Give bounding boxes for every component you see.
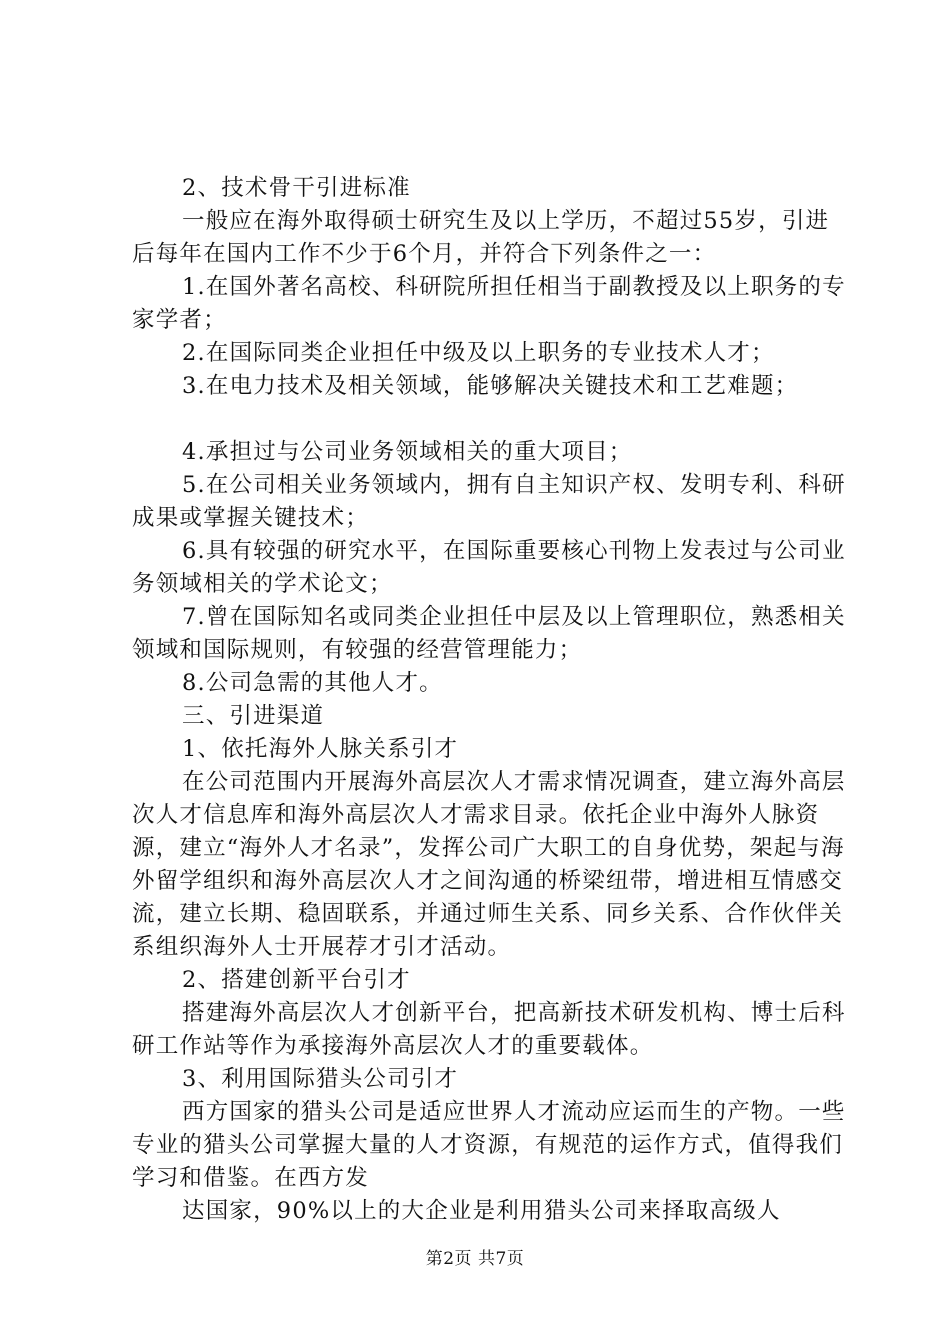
paragraph: 4.承担过与公司业务领域相关的重大项目； (182, 439, 633, 465)
subsection-heading: 2、搭建创新平台引才 (182, 967, 411, 993)
section-heading: 三、引进渠道 (182, 703, 325, 729)
page-footer (0, 1244, 950, 1269)
subsection-heading: 1、依托海外人脉关系引才 (182, 736, 459, 762)
paragraph: 7.曾在国际知名或同类企业担任中层及以上管理职位，熟悉相关领域和国际规则，有较强的经营管理能力； (132, 604, 846, 663)
paragraph: 6.具有较强的研究水平，在国际重要核心刊物上发表过与公司业务领域相关的学术论文； (132, 538, 846, 597)
paragraph: 在公司范围内开展海外高层次人才需求情况调查，建立海外高层次人才信息库和海外高层次人才需求目录。依托企业中海外人脉资源，建立“海外人才名录”，发挥公司广大职工的自身优势，架起与海外留学组织和海外高层次人才之间沟通的桥梁纽带，增进相互情感交流，建立长期、稳固联系，并通过师生关系、同乡关系、合作伙伴关系组织海外人士开展荐才引才活动。 (132, 769, 846, 960)
blank-line (132, 403, 852, 436)
paragraph: 1.在国外著名高校、科研院所担任相当于副教授及以上职务的专家学者； (132, 274, 846, 333)
paragraph: 5.在公司相关业务领域内，拥有自主知识产权、发明专利、科研成果或掌握关键技术； (132, 472, 846, 531)
paragraph: 搭建海外高层次人才创新平台，把高新技术研发机构、博士后科研工作站等作为承接海外高层次人才的重要载体。 (132, 1000, 846, 1059)
paragraph: 2、技术骨干引进标准 (182, 175, 411, 201)
paragraph: 达国家，90%以上的大企业是利用猎头公司来择取高级人 (182, 1198, 781, 1224)
paragraph: 西方国家的猎头公司是适应世界人才流动应运而生的产物。一些专业的猎头公司掌握大量的人才资源，有规范的运作方式，值得我们学习和借鉴。在西方发 (132, 1099, 846, 1191)
subsection-heading: 3、利用国际猎头公司引才 (182, 1066, 459, 1092)
document-body (132, 172, 852, 1228)
paragraph: 2.在国际同类企业担任中级及以上职务的专业技术人才； (182, 340, 775, 366)
page-number: 第2页 共7页 (425, 1249, 525, 1269)
paragraph: 3.在电力技术及相关领域，能够解决关键技术和工艺难题； (182, 373, 799, 399)
paragraph: 8.公司急需的其他人才。 (182, 670, 443, 696)
paragraph: 一般应在海外取得硕士研究生及以上学历，不超过55岁，引进后每年在国内工作不少于6个月，并符合下列条件之一： (132, 208, 830, 267)
